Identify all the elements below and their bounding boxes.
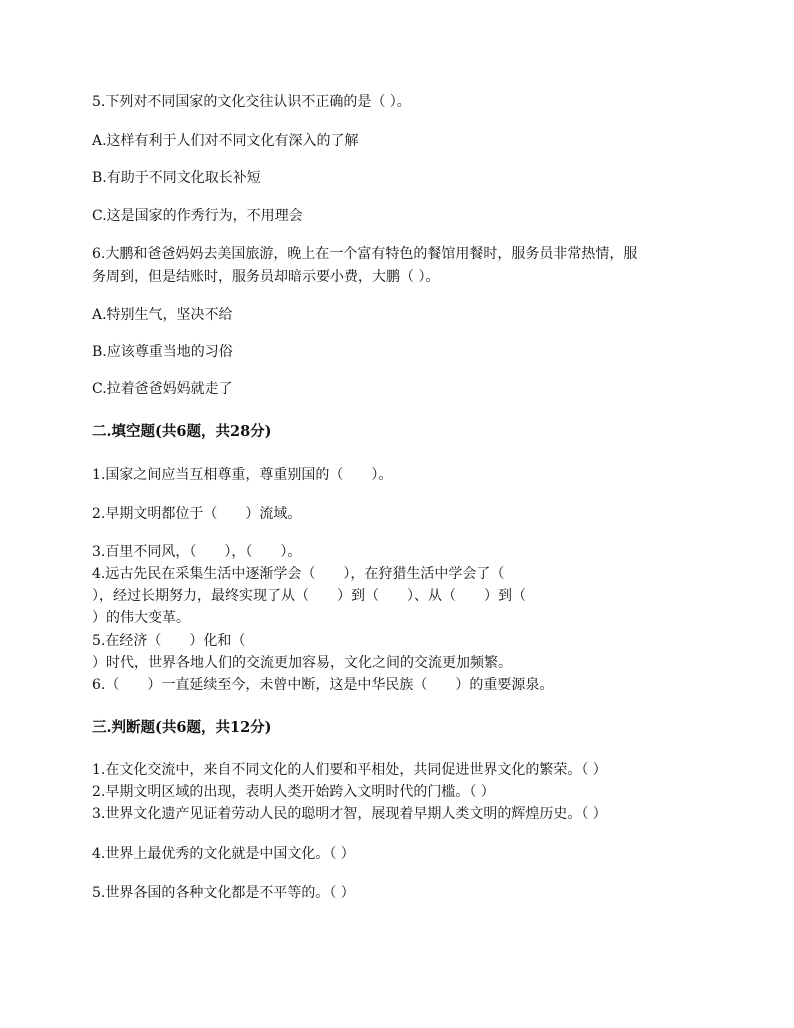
question-6-stem-line2: 务周到，但是结账时，服务员却暗示要小费，大鹏（ ）。 xyxy=(92,269,440,285)
fill-question-2: 2.早期文明都位于（ ）流域。 xyxy=(92,506,302,522)
section-fill-title: 二.填空题(共6题，共28分) xyxy=(92,423,272,440)
question-5-option-c: C.这是国家的作秀行为，不用理会 xyxy=(92,208,303,224)
question-6-option-b: B.应该尊重当地的习俗 xyxy=(92,344,233,360)
fill-question-1: 1.国家之间应当互相尊重，尊重别国的（ ）。 xyxy=(92,467,393,483)
fill-question-5-line2: ）时代，世界各地人们的交流更加容易，文化之间的交流更加频繁。 xyxy=(92,655,512,671)
fill-question-4-line1: 4.远古先民在采集生活中逐渐学会（ ），在狩猎生活中学会了（ xyxy=(92,566,505,582)
fill-question-3: 3.百里不同风，（ ），（ ）。 xyxy=(92,544,302,560)
fill-question-6: 6.（ ）一直延续至今，未曾中断，这是中华民族（ ）的重要源泉。 xyxy=(92,677,554,693)
judge-question-2: 2.早期文明区域的出现，表明人类开始跨入文明时代的门槛。（ ） xyxy=(92,784,495,800)
question-5-stem: 5.下列对不同国家的文化交往认识不正确的是（ ）。 xyxy=(92,94,411,110)
question-6-stem-line1: 6.大鹏和爸爸妈妈去美国旅游，晚上在一个富有特色的餐馆用餐时，服务员非常热情，服 xyxy=(92,246,638,262)
fill-question-4-line3: ）的伟大变革。 xyxy=(92,610,190,626)
question-5-option-a: A.这样有利于人们对不同文化有深入的了解 xyxy=(92,133,359,149)
judge-question-3: 3.世界文化遗产见证着劳动人民的聪明才智，展现着早期人类文明的辉煌历史。（ ） xyxy=(92,806,607,822)
judge-question-1: 1.在文化交流中，来自不同文化的人们要和平相处，共同促进世界文化的繁荣。（ ） xyxy=(92,762,607,778)
judge-question-4: 4.世界上最优秀的文化就是中国文化。（ ） xyxy=(92,846,355,862)
question-5-option-b: B.有助于不同文化取长补短 xyxy=(92,170,261,186)
section-judge-title: 三.判断题(共6题，共12分) xyxy=(92,719,272,736)
question-6-option-c: C.拉着爸爸妈妈就走了 xyxy=(92,381,233,397)
fill-question-4-line2: ），经过长期努力，最终实现了从（ ）到（ ）、从（ ）到（ xyxy=(92,588,526,604)
question-6-option-a: A.特别生气，坚决不给 xyxy=(92,307,233,323)
judge-question-5: 5.世界各国的各种文化都是不平等的。（ ） xyxy=(92,885,355,901)
fill-question-5-line1: 5.在经济（ ）化和（ xyxy=(92,633,246,649)
